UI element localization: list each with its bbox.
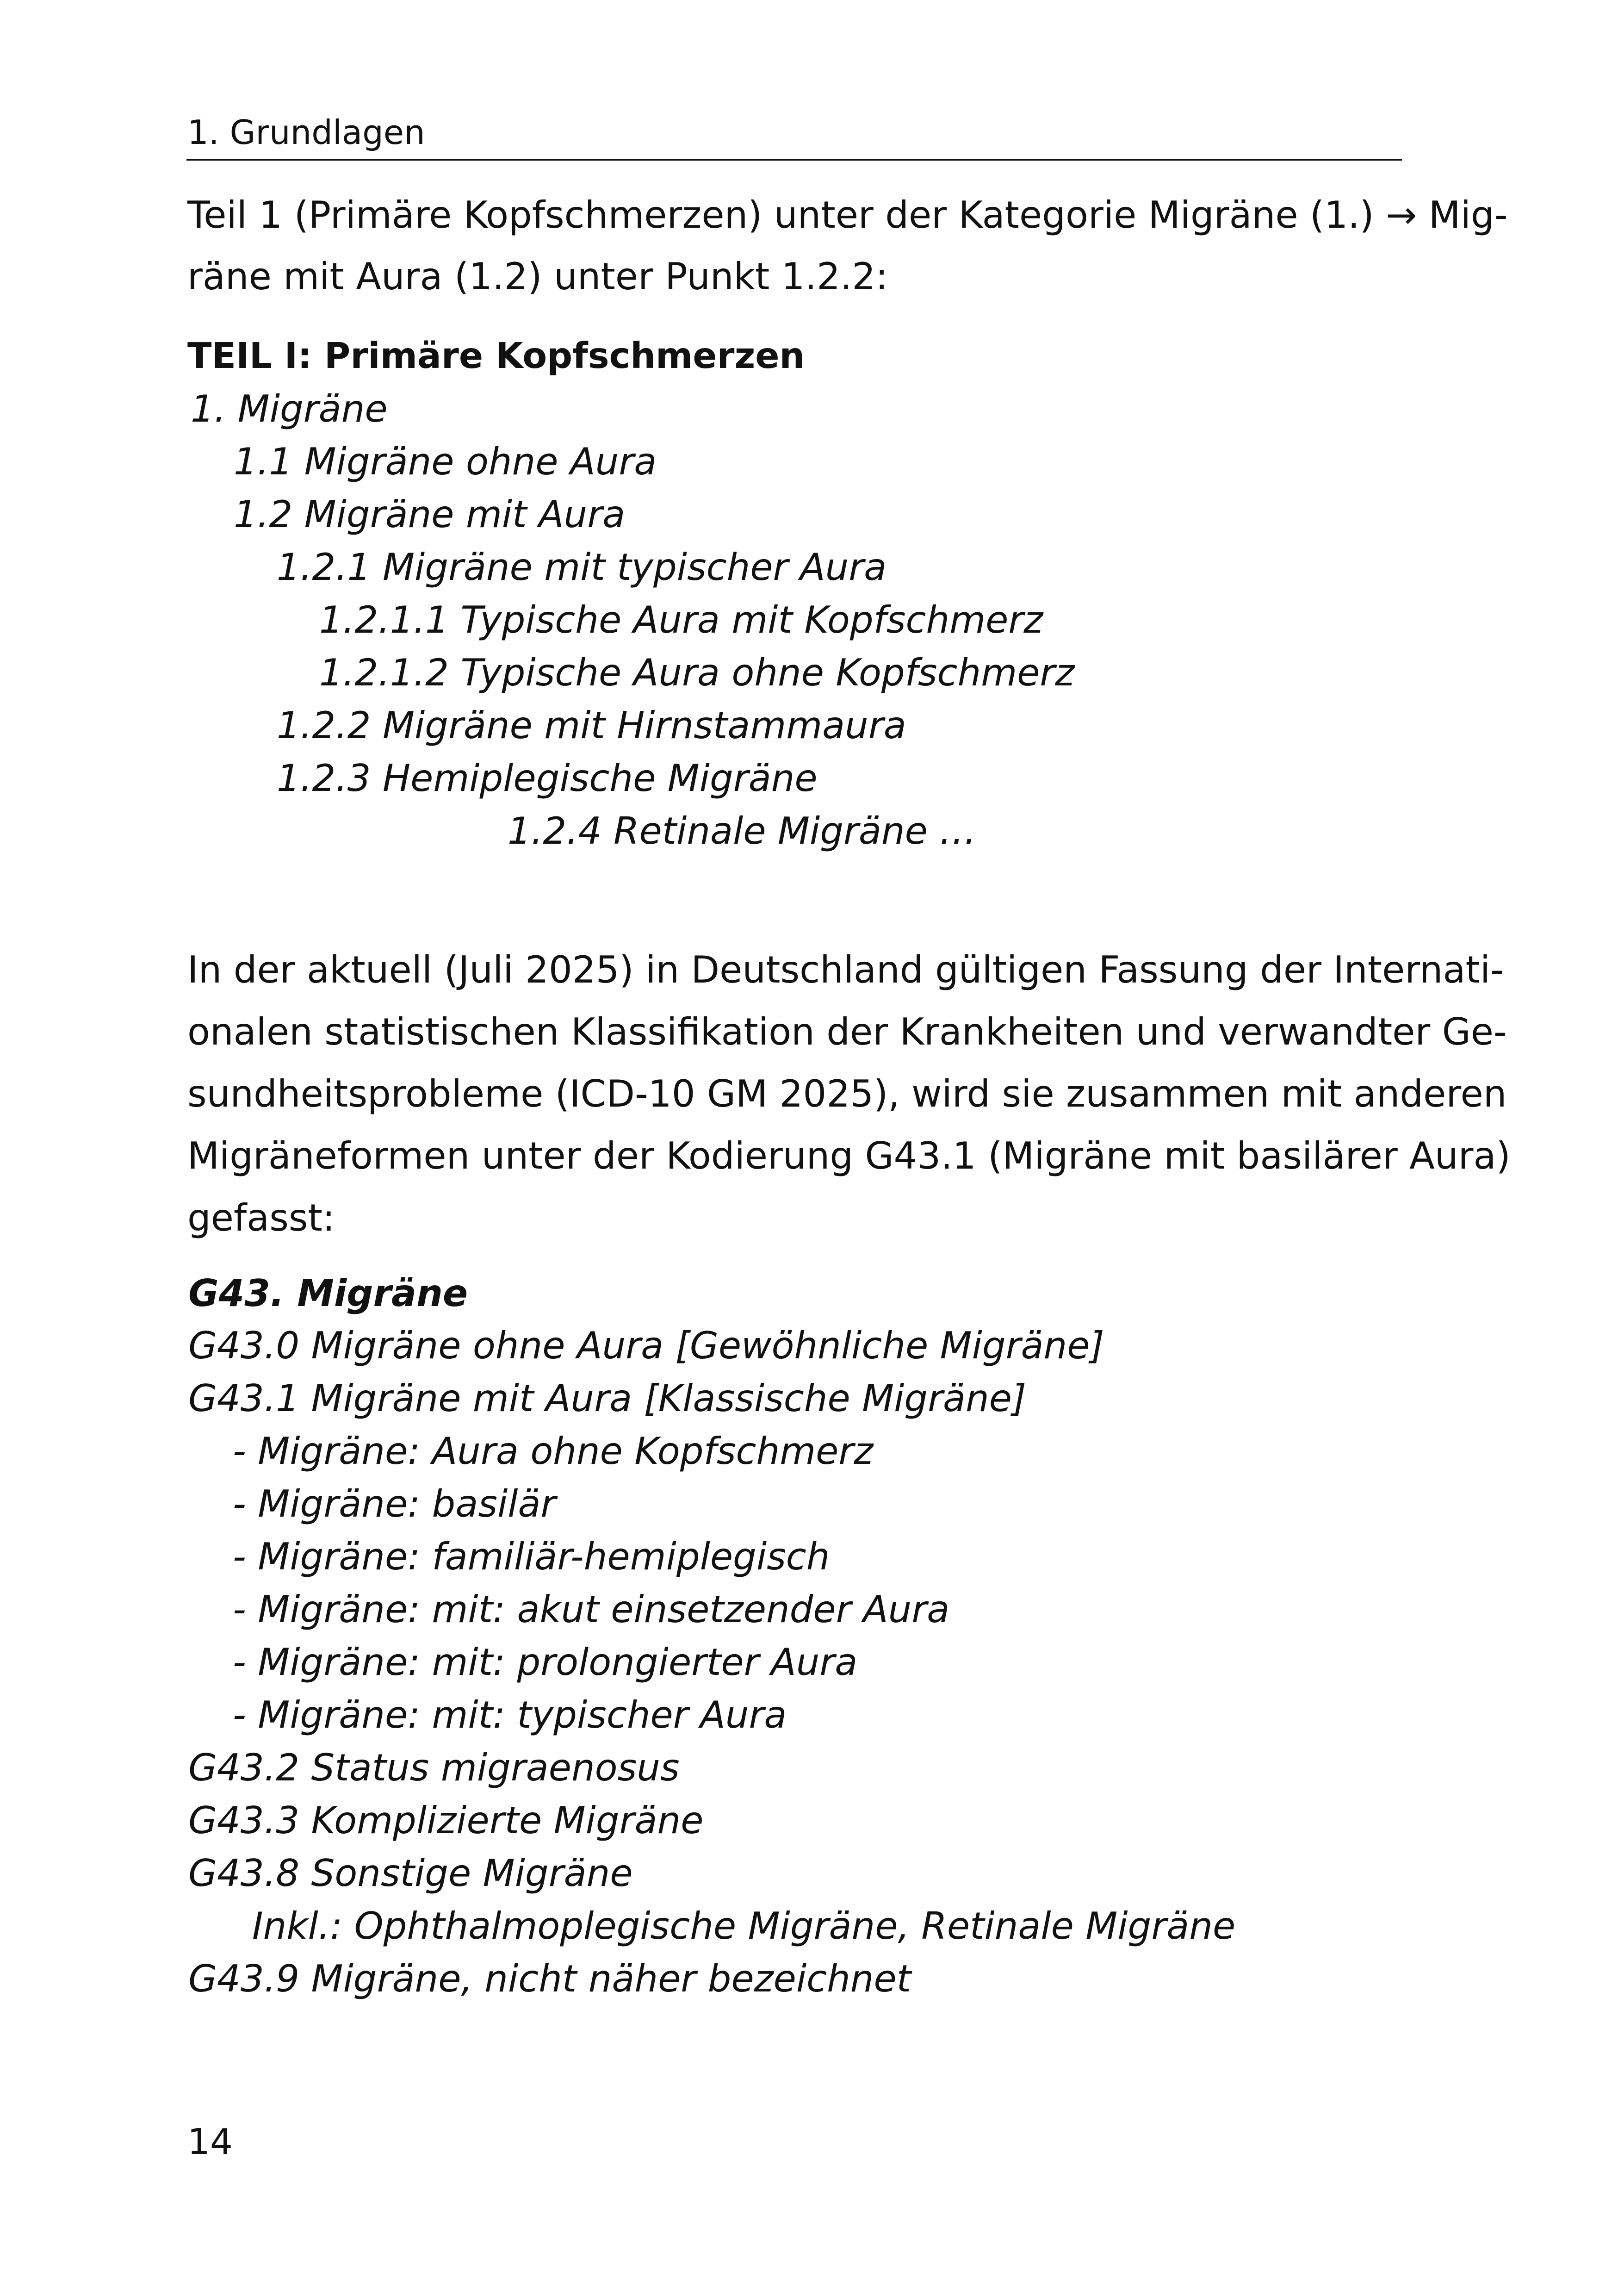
icd-inclusion: Inkl.: Ophthalmoplegische Migräne, Retinale Migräne — [252, 1904, 1236, 1948]
icd-item: G43.3 Komplizierte Migräne — [188, 1799, 704, 1842]
icd-item: G43.2 Status migraenosus — [188, 1746, 680, 1789]
paragraph-line: sundheitsprobleme (ICD-10 GM 2025), wird sie zusammen mit anderen — [187, 1072, 1507, 1115]
ichd-heading: TEIL I: Primäre Kopfschmerzen — [187, 336, 805, 377]
icd-item: G43.9 Migräne, nicht näher bezeichnet — [188, 1957, 911, 2000]
icd-heading: G43. Migräne — [188, 1272, 468, 1315]
icd-subitem: - Migräne: mit: typischer Aura — [233, 1693, 787, 1736]
icd-subitem: - Migräne: mit: prolongierter Aura — [233, 1641, 858, 1684]
ichd-item: 1. Migräne — [191, 387, 388, 430]
ichd-item: 1.2.3 Hemiplegische Migräne — [277, 757, 818, 800]
intro-line: Teil 1 (Primäre Kopfschmerzen) unter der Kategorie Migräne (1.) → Mig- — [187, 193, 1508, 236]
icd-subitem: - Migräne: familiär-hemiplegisch — [233, 1535, 830, 1578]
icd-item: G43.1 Migräne mit Aura [Klassische Migräne] — [188, 1377, 1027, 1420]
icd-subitem: - Migräne: Aura ohne Kopfschmerz — [233, 1430, 874, 1473]
paragraph-line: gefasst: — [187, 1196, 335, 1239]
paragraph-line: onalen statistischen Klassifikation der Krankheiten und verwandter Ge- — [187, 1010, 1507, 1053]
icd-subitem: - Migräne: mit: akut einsetzender Aura — [233, 1588, 950, 1631]
ichd-item: 1.2.1.2 Typische Aura ohne Kopfschmerz — [319, 651, 1075, 694]
paragraph-line: Migräneformen unter der Kodierung G43.1 (Migräne mit basilärer Aura) — [187, 1134, 1511, 1177]
header-rule — [186, 159, 1402, 161]
ichd-item: 1.2.1 Migräne mit typischer Aura — [277, 546, 887, 589]
intro-line: räne mit Aura (1.2) unter Punkt 1.2.2: — [187, 255, 888, 298]
page-number: 14 — [187, 2122, 233, 2163]
ichd-item: 1.2.2 Migräne mit Hirnstammaura — [277, 704, 906, 747]
ichd-item: 1.1 Migräne ohne Aura — [234, 440, 657, 483]
ichd-item: 1.2 Migräne mit Aura — [234, 493, 626, 536]
running-head: 1. Grundlagen — [187, 113, 425, 152]
ichd-item: 1.2.1.1 Typische Aura mit Kopfschmerz — [319, 598, 1043, 641]
icd-subitem: - Migräne: basilär — [233, 1482, 556, 1525]
icd-item: G43.0 Migräne ohne Aura [Gewöhnliche Migräne] — [188, 1324, 1104, 1367]
paragraph-line: In der aktuell (Juli 2025) in Deutschland gültigen Fassung der Internati- — [187, 948, 1504, 991]
ichd-item: 1.2.4 Retinale Migräne … — [508, 809, 977, 852]
icd-item: G43.8 Sonstige Migräne — [188, 1852, 633, 1895]
